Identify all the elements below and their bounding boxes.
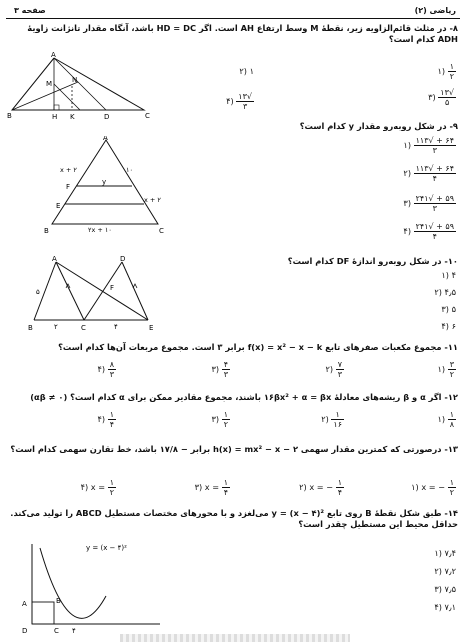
q10-option-1-index: (۱ <box>441 270 449 280</box>
q14-label-C: C <box>54 627 59 635</box>
q9-label-C: C <box>159 227 164 235</box>
q12-option-3-den: ۲ <box>223 420 228 429</box>
q9-option-4-num: ۵۹ + √۲۴۱ <box>415 222 454 231</box>
q10-label-A: A <box>52 255 57 263</box>
q11-number: ۱۱- <box>444 342 458 352</box>
q12-option-2-num: ۱ <box>331 410 344 420</box>
q8-figure <box>6 52 156 124</box>
q14-option-3[interactable] <box>434 584 456 594</box>
q13-option-2-den: ۴ <box>337 488 342 497</box>
q14-option-1[interactable] <box>434 548 456 558</box>
q12-option-2[interactable] <box>321 410 344 429</box>
q8-option-3-index: (۳ <box>428 92 436 102</box>
q8-number: ۸- <box>449 23 458 33</box>
q14-option-4-index: (۴ <box>434 602 442 612</box>
q14-figure <box>14 540 164 636</box>
q11-option-1-den: ۲ <box>449 370 454 379</box>
q9-figure <box>40 136 180 236</box>
q8-option-2-index: (۲ <box>239 66 247 76</box>
q13-option-2[interactable] <box>299 478 344 497</box>
q14-label-D: D <box>22 627 28 635</box>
q14-option-2-value: ۷٫۲ <box>444 566 456 576</box>
q14-label-B: B <box>56 597 61 605</box>
q9-label-right2: x + ۲ <box>144 196 161 204</box>
q10-text <box>288 256 458 267</box>
q12-option-2-index: (۲ <box>321 414 329 424</box>
q8-text <box>8 23 458 45</box>
q9-option-4-den: ۴ <box>432 232 437 241</box>
q14-option-1-value: ۷٫۴ <box>444 548 456 558</box>
q13-option-2-index: (۲ <box>299 482 307 492</box>
header-divider <box>6 18 460 19</box>
q13-option-3-pre: x = <box>204 482 220 492</box>
q9-option-1-den: ۳ <box>432 146 437 155</box>
q8-label-D: D <box>104 113 110 121</box>
q10-label-C: C <box>81 324 86 332</box>
q10-figure <box>26 254 166 334</box>
q9-label-bottom: ۲x + ۱۰ <box>88 226 112 234</box>
q10-label-F: F <box>110 284 115 292</box>
q10-option-4-value: ۶ <box>451 321 456 331</box>
q9-option-3[interactable] <box>403 194 456 213</box>
q9-option-4-index: (۴ <box>403 226 412 236</box>
q8-option-1-index: (۱ <box>437 66 446 76</box>
q8-option-4-num: √۱۳ <box>238 92 252 101</box>
q10-option-2-index: (۲ <box>434 287 442 297</box>
q9-label-F: F <box>66 183 71 191</box>
q8-option-2[interactable] <box>239 66 254 76</box>
q13-option-3-num: ۱ <box>223 478 228 487</box>
q13-option-4-pre: x = <box>90 482 106 492</box>
q10-option-1[interactable] <box>441 270 456 280</box>
q9-label-A: A <box>103 136 108 142</box>
q11-option-4-num: ۸ <box>109 360 114 369</box>
q9-label-left: x + ۲ <box>60 166 77 174</box>
q12-option-4-index: (۴ <box>97 414 106 424</box>
q14-label-4: ۴ <box>72 627 76 635</box>
q11-option-1-num: ۳ <box>449 360 454 369</box>
q9-option-2-den: ۴ <box>432 174 437 183</box>
q12-option-1-num: ۱ <box>449 410 454 419</box>
q12-text <box>30 392 458 403</box>
q11-option-3-index: (۳ <box>211 364 220 374</box>
q10-number: ۱۰- <box>444 256 458 266</box>
q9-label-E: E <box>56 202 61 210</box>
page-number: صفحه ۳ <box>14 6 46 15</box>
q8-option-3-den: ۵ <box>445 98 450 107</box>
q8-stem: در مثلث قائم‌الزاویه زیر، نقطهٔ M وسط ارتفاع AH است. اگر HD = DC باشد، آنگاه مقدار تانژانت زاویهٔ ADH کدام است؟ <box>27 23 458 44</box>
q8-option-1[interactable] <box>437 62 456 81</box>
q10-stem: در شکل روبه‌رو اندازهٔ DF کدام است؟ <box>287 256 442 266</box>
q13-option-3-den: ۴ <box>223 488 228 497</box>
q10-option-3-index: (۳ <box>441 304 449 314</box>
q13-option-4-num: ۱ <box>109 478 114 487</box>
q8-label-M: M <box>46 80 53 88</box>
q12-number: ۱۲- <box>444 392 458 402</box>
q13-option-2-pre: x = − <box>309 482 334 492</box>
q11-option-2-num: ۷ <box>337 360 342 369</box>
q9-option-3-index: (۳ <box>403 198 412 208</box>
q12-option-2-den: ۱۶ <box>333 420 342 429</box>
q8-option-3-num: √۱۳ <box>440 88 454 97</box>
q14-option-1-index: (۱ <box>434 548 442 558</box>
q13-option-1-num: ۱ <box>449 478 454 487</box>
q14-option-3-value: ۷٫۵ <box>444 584 456 594</box>
q8-option-4-index: (۴ <box>226 96 234 106</box>
q14-option-4-value: ۷٫۱ <box>444 602 456 612</box>
q14-option-3-index: (۳ <box>434 584 442 594</box>
q8-label-N: N <box>72 76 78 84</box>
q9-option-4[interactable] <box>403 222 456 241</box>
q14-number: ۱۴- <box>444 508 458 518</box>
q13-option-1-den: ۲ <box>449 488 454 497</box>
q9-option-1-index: (۱ <box>403 140 412 150</box>
q11-option-4[interactable] <box>97 360 116 379</box>
q9-option-3-num: ۵۹ + √۲۴۱ <box>415 194 454 203</box>
q12-option-3[interactable] <box>211 410 230 429</box>
scan-artifact <box>120 634 350 642</box>
q11-option-1[interactable] <box>437 360 456 379</box>
q12-option-1-index: (۱ <box>437 414 446 424</box>
q10-label-4: ۴ <box>114 323 118 331</box>
q14-label-A: A <box>22 600 27 608</box>
q8-option-4-den: ۳ <box>243 102 248 111</box>
q10-option-3-value: ۵ <box>451 304 456 314</box>
q8-label-K: K <box>70 113 75 121</box>
q8-label-B: B <box>7 112 12 120</box>
q8-label-H: H <box>52 113 58 121</box>
q9-option-2-index: (۲ <box>403 168 412 178</box>
q13-option-3-index: (۳ <box>194 482 203 492</box>
q14-option-4[interactable] <box>434 602 456 612</box>
q13-text <box>10 444 458 455</box>
q8-option-4[interactable] <box>226 92 254 111</box>
q9-option-2-num: ۶۴ + √۱۱۳ <box>415 164 454 173</box>
q9-option-1-num: ۶۴ + √۱۱۳ <box>415 136 454 145</box>
q10-label-E: E <box>149 324 154 332</box>
q13-option-1[interactable] <box>411 478 456 497</box>
q11-option-3-num: ۴ <box>223 360 228 369</box>
q11-option-3[interactable] <box>211 360 230 379</box>
q12-stem: اگر α و β ریشه‌های معادلهٔ ۱۶βx² + α = βx باشند، مجموع مقادیر ممکن برای α کدام است؟ (αβ ≠ ۰) <box>30 392 442 402</box>
q8-option-1-num: ۱ <box>449 62 454 71</box>
q11-option-4-index: (۴ <box>97 364 106 374</box>
q8-label-C: C <box>145 112 150 120</box>
q10-option-2[interactable] <box>434 287 456 297</box>
q8-label-A: A <box>51 52 56 59</box>
q13-option-4-den: ۲ <box>109 488 114 497</box>
q9-option-2[interactable] <box>403 164 456 183</box>
q10-label-D: D <box>120 255 126 263</box>
q9-number: ۹- <box>449 121 458 131</box>
q12-option-3-index: (۳ <box>211 414 220 424</box>
q9-label-B: B <box>44 227 49 235</box>
q13-option-1-pre: x = − <box>421 482 446 492</box>
q10-label-B: B <box>28 324 33 332</box>
q13-option-3[interactable] <box>195 478 230 497</box>
q13-option-1-index: (۱ <box>411 482 419 492</box>
q8-option-1-den: ۲ <box>449 72 454 81</box>
q13-option-2-num: ۱ <box>337 478 342 487</box>
q9-stem: در شکل روبه‌رو مقدار y کدام است؟ <box>299 121 447 131</box>
q13-option-4-index: (۴ <box>80 482 89 492</box>
q10-option-3[interactable] <box>441 304 456 314</box>
q10-label-2: ۲ <box>54 323 58 331</box>
q13-number: ۱۳- <box>444 444 458 454</box>
q11-stem: مجموع مکعبات صفرهای تابع f(x) = x² − x − k برابر ۳ است. مجموع مربعات آن‌ها کدام است؟ <box>58 342 442 352</box>
q9-option-1[interactable] <box>403 136 456 155</box>
q13-option-4[interactable] <box>81 478 116 497</box>
q14-text <box>8 508 458 530</box>
q12-option-1[interactable] <box>437 410 456 429</box>
q12-option-4-den: ۴ <box>109 420 114 429</box>
q9-label-y: y <box>102 178 107 186</box>
q9-label-right: ۱۰ <box>126 166 133 174</box>
q10-option-1-value: ۴ <box>451 270 456 280</box>
q11-text <box>58 342 458 353</box>
q14-option-2[interactable] <box>434 566 456 576</box>
q12-option-4-num: ۱ <box>109 410 114 419</box>
q12-option-4[interactable] <box>97 410 116 429</box>
q13-stem: درصورتی که کمترین مقدار سهمی h(x) = mx² − x − ۲ برابر − ۱۷/۸ باشد، خط تقارن سهمی کدام است؟ <box>10 444 442 454</box>
q11-option-2[interactable] <box>325 360 344 379</box>
q11-option-3-den: ۳ <box>223 370 228 379</box>
q14-stem: طبق شکل نقطهٔ B روی تابع y = (x − ۴)² می‌لغزد و با محورهای مختصات مستطیل ABCD را تولید می‌کند. حداقل محیط این مستطیل چقدر است؟ <box>10 508 458 529</box>
q11-option-2-den: ۳ <box>337 370 342 379</box>
q10-option-2-value: ۴٫۵ <box>444 287 456 297</box>
page-subject: ریاضی (۲) <box>414 6 456 15</box>
q11-option-4-den: ۳ <box>109 370 114 379</box>
q10-option-4[interactable] <box>441 321 456 331</box>
q8-option-3[interactable] <box>428 88 456 107</box>
q9-text <box>300 121 458 132</box>
q10-option-4-index: (۴ <box>441 321 449 331</box>
q10-label-5: ۵ <box>36 288 40 296</box>
q11-option-1-index: (۱ <box>437 364 446 374</box>
q14-option-2-index: (۲ <box>434 566 442 576</box>
q14-curve-label: y = (x − ۴)² <box>86 544 127 552</box>
q11-option-2-index: (۲ <box>325 364 334 374</box>
q8-option-2-value: ۱ <box>249 66 254 76</box>
q12-option-3-num: ۱ <box>223 410 228 419</box>
q12-option-1-den: ۸ <box>449 420 454 429</box>
q9-option-3-den: ۳ <box>432 204 437 213</box>
